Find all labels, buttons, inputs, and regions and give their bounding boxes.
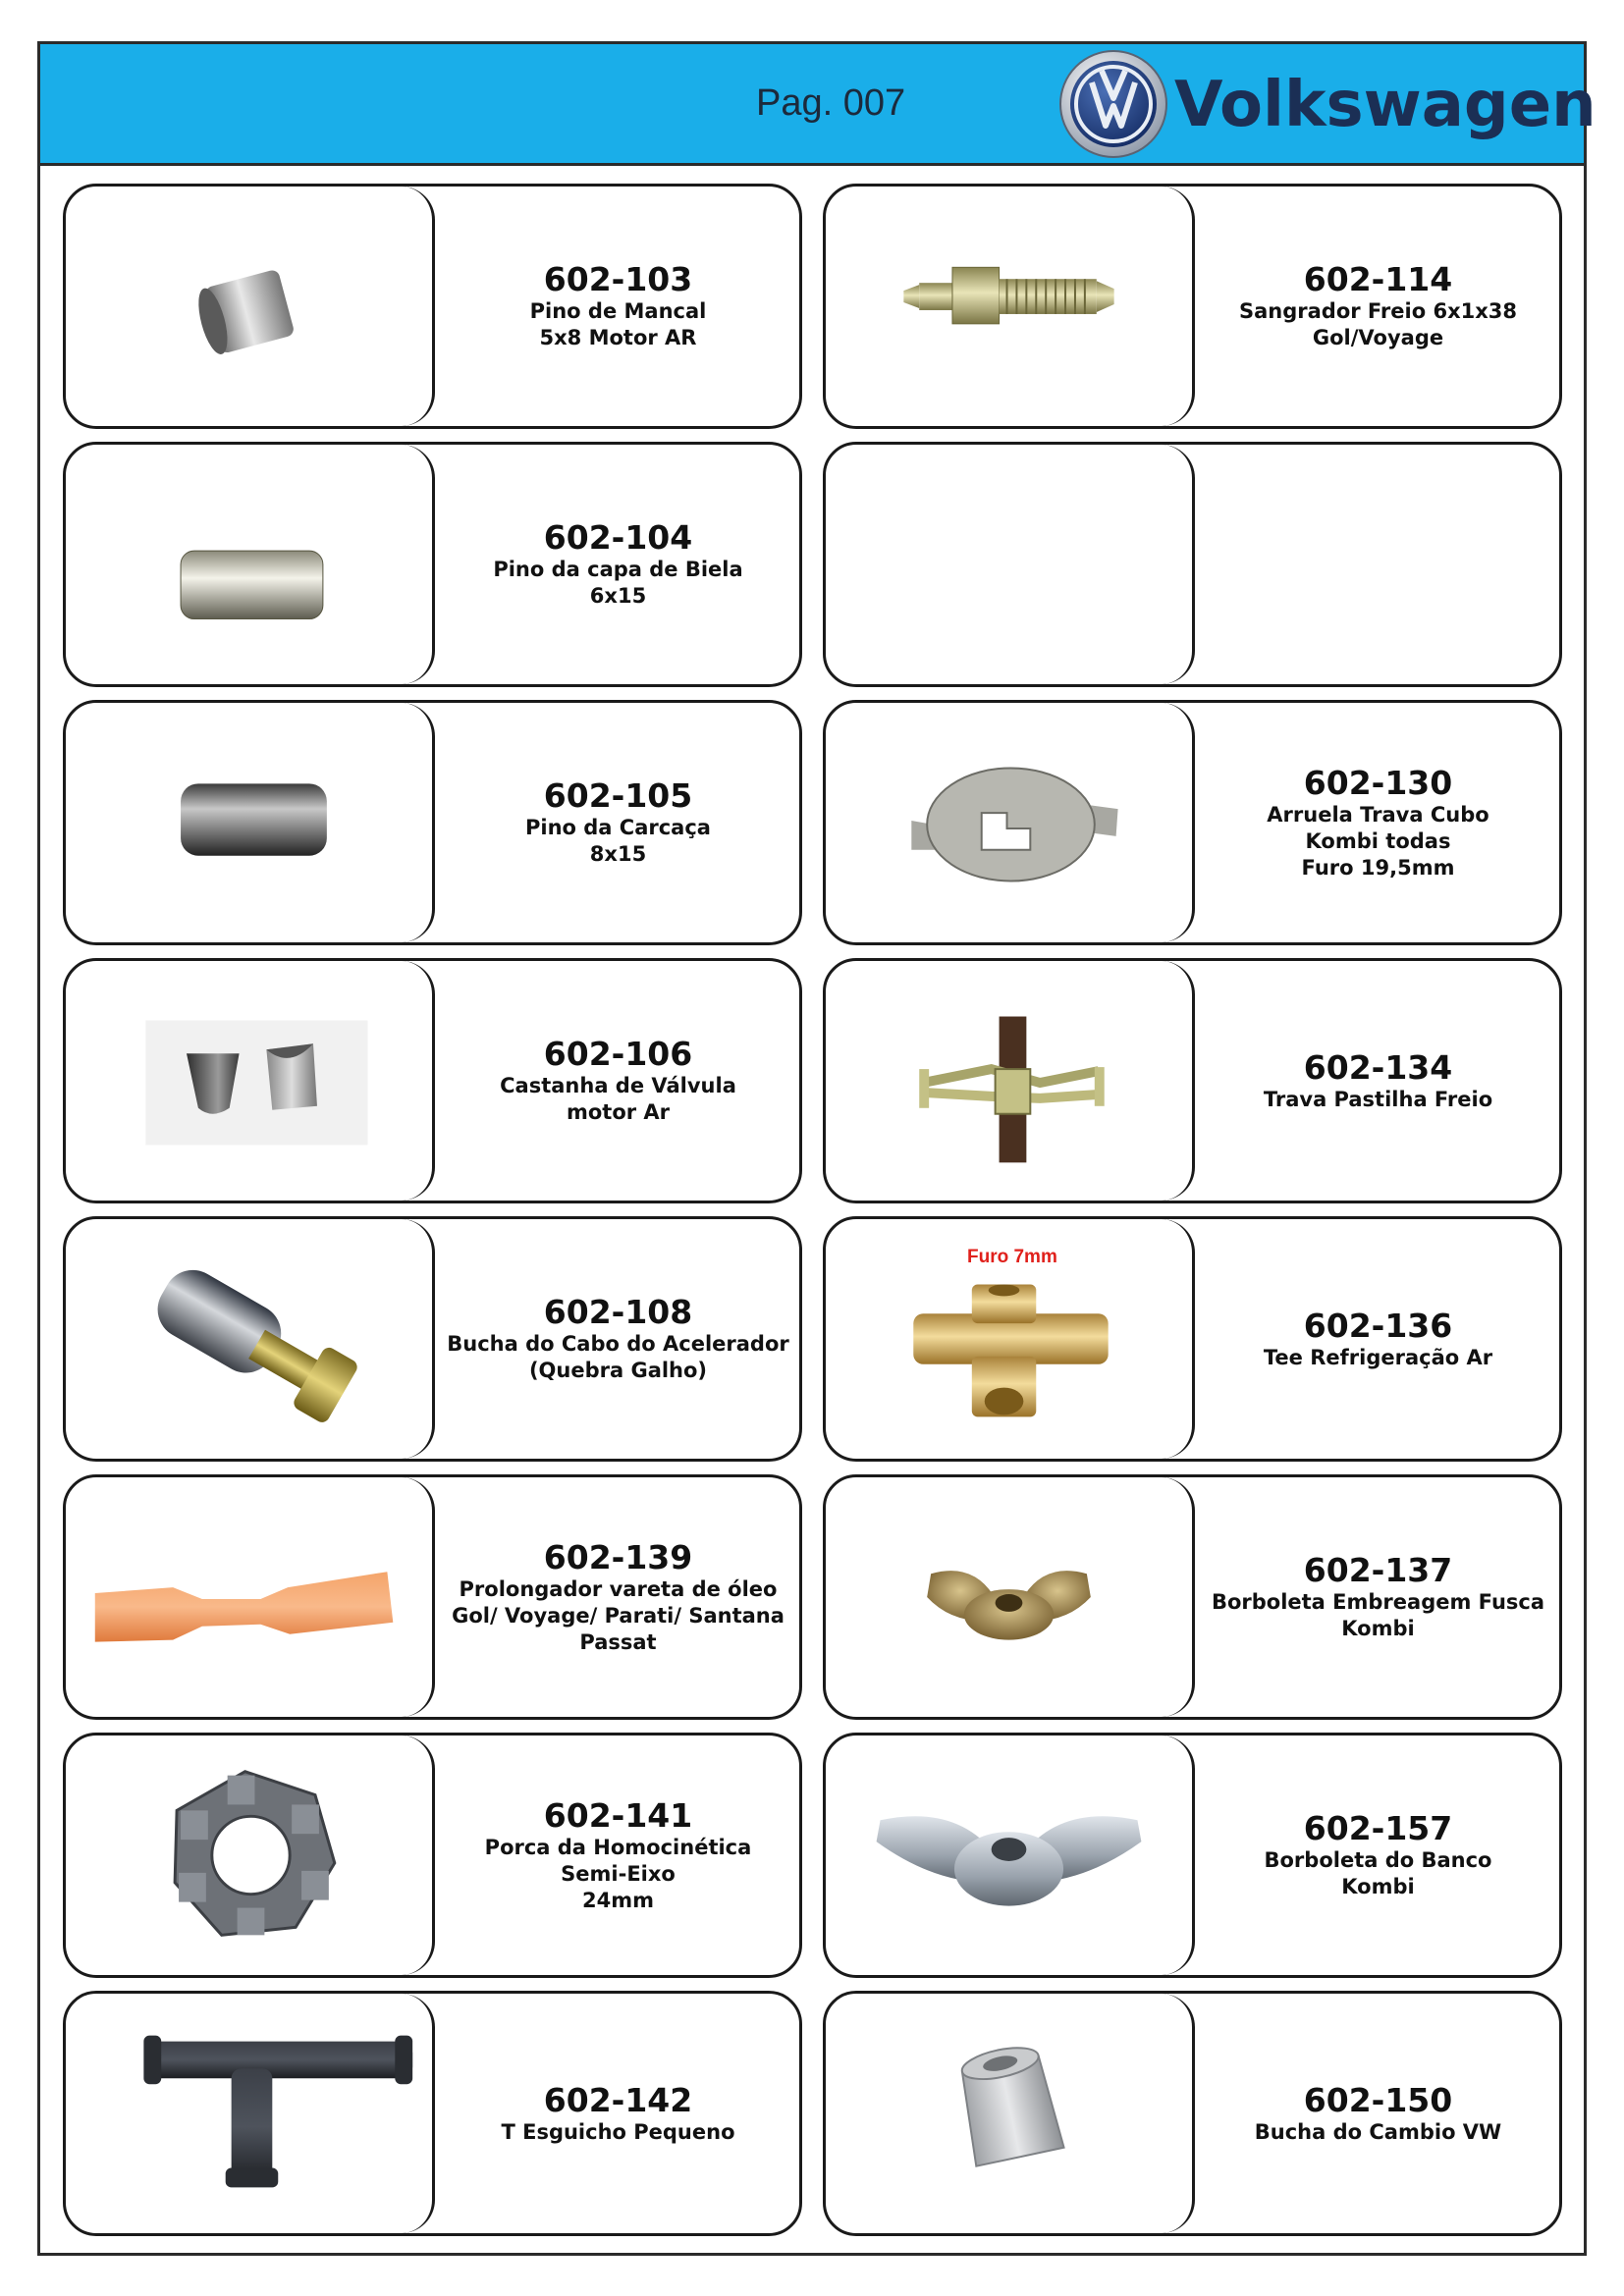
product-image <box>66 1994 435 2233</box>
brake-pad-clip-icon <box>826 961 1192 1201</box>
page-number: Pag. 007 <box>756 82 906 124</box>
product-card-602-137 <box>823 1474 1562 1720</box>
product-text <box>437 187 799 426</box>
product-code: 602-139 <box>543 1537 693 1576</box>
product-text <box>1197 1219 1559 1459</box>
product-code: 602-137 <box>1303 1551 1453 1589</box>
dowel-pin-icon <box>66 445 432 684</box>
product-image <box>826 1735 1195 1975</box>
wing-nut-silver-icon <box>826 1735 1192 1975</box>
product-text <box>1197 187 1559 426</box>
bleeder-screw-icon <box>826 187 1192 426</box>
product-card-602-104 <box>63 442 802 687</box>
product-desc-line: 5x8 Motor AR <box>539 326 697 349</box>
product-card-602-150 <box>823 1991 1562 2236</box>
product-desc-line: Trava Pastilha Freio <box>1263 1087 1493 1111</box>
product-card-602-136 <box>823 1216 1562 1462</box>
product-text <box>437 1219 799 1459</box>
product-text <box>437 961 799 1201</box>
product-card-602-157 <box>823 1733 1562 1978</box>
product-desc-line: Kombi todas <box>1305 828 1451 853</box>
product-desc-line: Furo 19,5mm <box>1301 855 1455 880</box>
hose-tee-icon <box>66 1994 432 2233</box>
product-image <box>826 961 1195 1201</box>
product-desc-line: Passat <box>579 1629 657 1654</box>
product-card-602-114 <box>823 184 1562 429</box>
product-code: 602-105 <box>543 776 693 815</box>
product-code: 602-108 <box>543 1293 693 1331</box>
product-card-602-105 <box>63 700 802 945</box>
product-desc-line: Sangrador Freio 6x1x38 <box>1238 299 1517 323</box>
product-card-602-103 <box>63 184 802 429</box>
product-desc-line: Tee Refrigeração Ar <box>1263 1345 1493 1369</box>
product-card-602-141 <box>63 1733 802 1978</box>
lock-washer-icon <box>826 703 1192 942</box>
product-code: 602-134 <box>1303 1047 1453 1087</box>
product-desc-line: motor Ar <box>566 1100 671 1124</box>
product-text <box>1197 1477 1559 1717</box>
product-image <box>826 1219 1195 1459</box>
product-desc-line: Kombi <box>1341 1875 1415 1898</box>
castle-nut-icon <box>66 1735 432 1975</box>
product-image <box>66 445 435 684</box>
product-code: 602-136 <box>1303 1306 1453 1345</box>
product-image <box>826 445 1195 684</box>
cable-bushing-icon <box>66 1219 432 1459</box>
product-desc-line: Borboleta do Banco <box>1264 1848 1492 1872</box>
shift-bushing-icon <box>826 1994 1192 2233</box>
product-text <box>437 703 799 942</box>
product-code: 602-106 <box>543 1035 693 1073</box>
product-desc-line: Semi-Eixo <box>561 1861 676 1886</box>
product-desc-line: Kombi <box>1341 1617 1415 1640</box>
product-image <box>66 1219 435 1459</box>
product-card-empty <box>823 442 1562 687</box>
product-card-602-142 <box>63 1991 802 2236</box>
product-text <box>1197 1735 1559 1975</box>
dowel-pin-dark-icon <box>66 703 432 942</box>
vw-logo-icon <box>1058 49 1168 159</box>
product-desc-line: Bucha do Cabo do Acelerador <box>447 1332 789 1356</box>
product-image <box>66 703 435 942</box>
product-text <box>1197 445 1559 684</box>
product-code: 602-142 <box>543 2080 693 2119</box>
product-text <box>1197 961 1559 1201</box>
product-card-602-139 <box>63 1474 802 1720</box>
product-desc-line: Pino da Carcaça <box>525 816 711 839</box>
product-code: 602-130 <box>1303 763 1453 802</box>
product-card-602-134 <box>823 958 1562 1203</box>
product-text <box>1197 1994 1559 2233</box>
product-text <box>437 445 799 684</box>
product-desc-line: Gol/Voyage <box>1312 326 1444 349</box>
product-code: 602-104 <box>543 518 693 557</box>
product-desc-line: Borboleta Embreagem Fusca <box>1211 1590 1545 1614</box>
dipstick-extension-icon <box>66 1477 432 1717</box>
product-desc-line: Bucha do Cambio VW <box>1254 2119 1502 2144</box>
product-code: 602-114 <box>1303 260 1453 298</box>
product-text <box>1197 703 1559 942</box>
sleeve-pin-icon <box>66 187 432 426</box>
product-desc-line: Prolongador vareta de óleo <box>459 1576 778 1601</box>
product-code: 602-141 <box>543 1795 693 1835</box>
product-desc-line: Castanha de Válvula <box>500 1074 736 1097</box>
product-image <box>66 1735 435 1975</box>
product-desc-line: 8x15 <box>589 842 647 866</box>
product-image <box>826 703 1195 942</box>
brand-name: Volkswagen <box>1174 69 1597 141</box>
product-image <box>66 1477 435 1717</box>
product-card-602-108 <box>63 1216 802 1462</box>
product-image <box>66 187 435 426</box>
product-desc-line: Porca da Homocinética <box>484 1835 752 1859</box>
product-desc-line: Gol/ Voyage/ Parati/ Santana <box>452 1603 785 1628</box>
product-image <box>826 1994 1195 2233</box>
product-image <box>826 187 1195 426</box>
product-text <box>437 1994 799 2233</box>
product-desc-line: Arruela Trava Cubo <box>1267 802 1489 827</box>
brass-tee-icon <box>826 1219 1192 1459</box>
hole-size-annotation: Furo 7mm <box>967 1247 1057 1267</box>
wing-nut-bronze-icon <box>826 1477 1192 1717</box>
product-code: 602-103 <box>543 260 693 298</box>
product-card-602-130 <box>823 700 1562 945</box>
product-image <box>66 961 435 1201</box>
product-desc-line: 6x15 <box>589 584 647 608</box>
product-desc-line: (Quebra Galho) <box>528 1359 708 1382</box>
product-desc-line: Pino da capa de Biela <box>493 558 743 581</box>
product-card-602-106 <box>63 958 802 1203</box>
product-code: 602-157 <box>1303 1809 1453 1847</box>
product-text <box>437 1477 799 1717</box>
product-text <box>437 1735 799 1975</box>
product-desc-line: T Esguicho Pequeno <box>501 2119 735 2144</box>
product-desc-line: 24mm <box>582 1888 654 1912</box>
product-code: 602-150 <box>1303 2080 1453 2119</box>
product-desc-line: Pino de Mancal <box>529 299 707 323</box>
valve-keeper-icon <box>66 961 432 1201</box>
product-image <box>826 1477 1195 1717</box>
